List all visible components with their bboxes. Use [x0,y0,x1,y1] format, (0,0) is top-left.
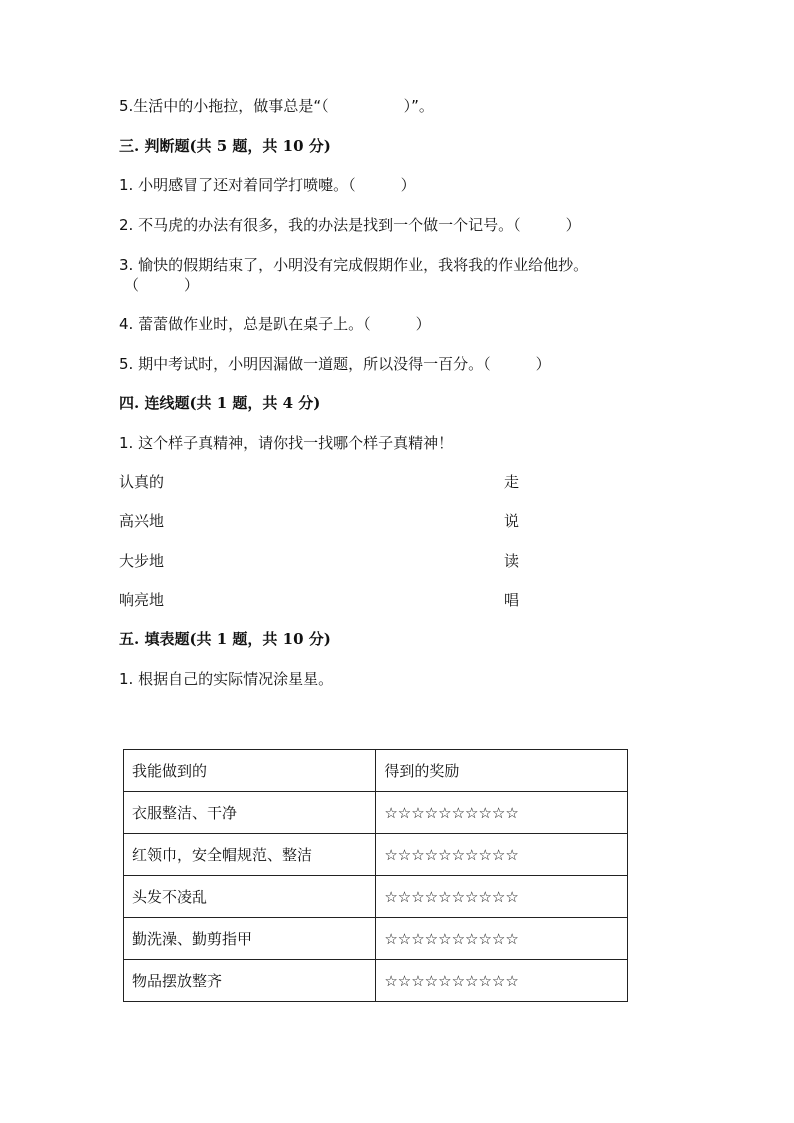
matching-left-item: 认真的 [119,473,165,491]
table-row [124,792,628,834]
stars-cell[interactable]: ☆☆☆☆☆☆☆☆☆☆ [376,876,628,918]
judgment-question-3: 3. 愉快的假期结束了，小明没有完成假期作业，我将我的作业给他抄。 [119,256,589,274]
section-3-heading: 三. 判断题(共 5 题，共 10 分) [119,137,331,155]
choice-question-5: 5.生活中的小拖拉，做事总是“（ ）”。 [119,97,434,115]
matching-left-item: 大步地 [119,552,165,570]
section-4-heading: 四. 连线题(共 1 题，共 4 分) [119,394,321,412]
behavior-cell: 红领巾，安全帽规范、整洁 [124,834,376,876]
table-header-cell: 得到的奖励 [376,750,628,792]
stars-cell[interactable]: ☆☆☆☆☆☆☆☆☆☆ [376,960,628,1002]
table-header-cell: 我能做到的 [124,750,376,792]
table-header-row [124,750,628,792]
matching-left-item: 响亮地 [119,591,165,609]
table-question-1: 1. 根据自己的实际情况涂星星。 [119,670,334,688]
table-row [124,918,628,960]
matching-left-item: 高兴地 [119,512,165,530]
matching-right-item: 走 [504,473,520,491]
stars-cell[interactable]: ☆☆☆☆☆☆☆☆☆☆ [376,918,628,960]
behavior-cell: 衣服整洁、干净 [124,792,376,834]
section-5-heading: 五. 填表题(共 1 题，共 10 分) [119,630,331,648]
judgment-question-3-blank: （ ） [124,276,200,294]
matching-question-1: 1. 这个样子真精神，请你找一找哪个样子真精神！ [119,434,454,452]
judgment-question-5: 5. 期中考试时，小明因漏做一道题，所以没得一百分。（ ） [119,355,551,373]
behavior-cell: 头发不凌乱 [124,876,376,918]
matching-right-item: 说 [504,512,520,530]
matching-right-item: 读 [504,552,520,570]
behavior-cell: 物品摆放整齐 [124,960,376,1002]
table-row [124,960,628,1002]
judgment-question-1: 1. 小明感冒了还对着同学打喷嚏。（ ） [119,176,416,194]
stars-cell[interactable]: ☆☆☆☆☆☆☆☆☆☆ [376,792,628,834]
table-row [124,834,628,876]
stars-cell[interactable]: ☆☆☆☆☆☆☆☆☆☆ [376,834,628,876]
judgment-question-4: 4. 蕾蕾做作业时，总是趴在桌子上。（ ） [119,315,431,333]
table-row [124,876,628,918]
judgment-question-2: 2. 不马虎的办法有很多，我的办法是找到一个做一个记号。（ ） [119,216,581,234]
star-rating-table [123,749,628,1002]
matching-right-item: 唱 [504,591,520,609]
behavior-cell: 勤洗澡、勤剪指甲 [124,918,376,960]
